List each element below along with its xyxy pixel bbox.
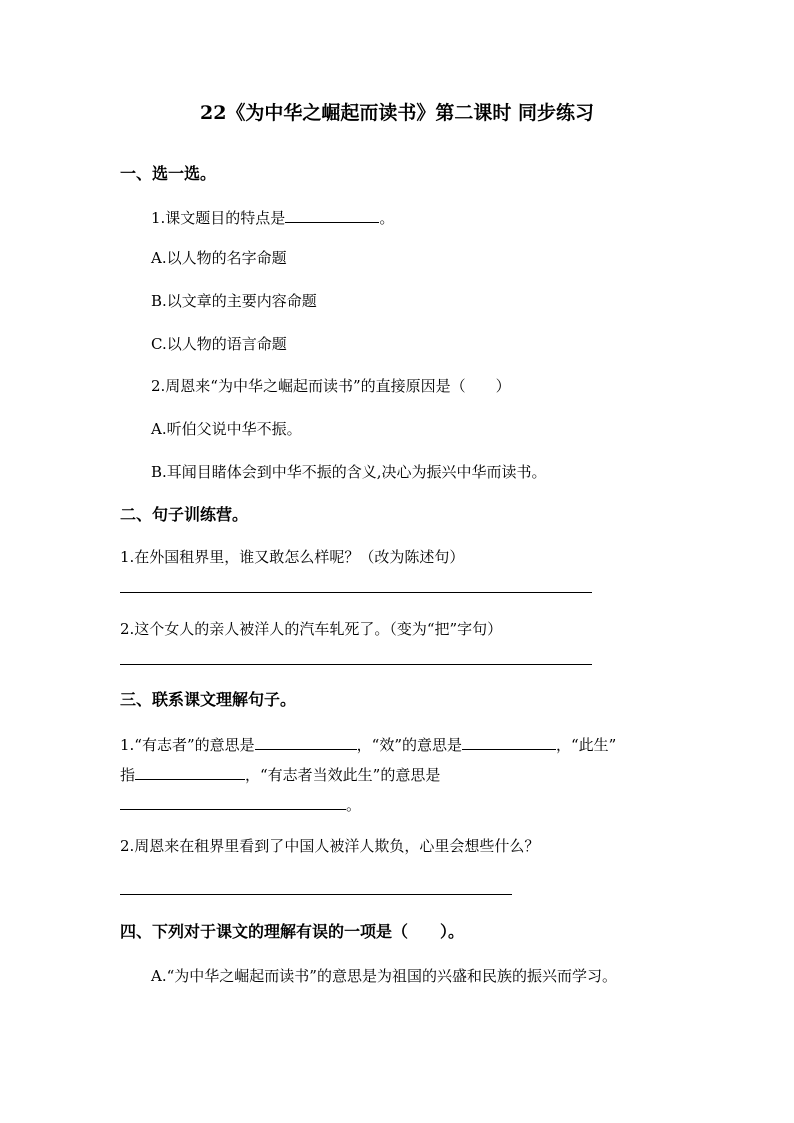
s1-question-1	[151, 207, 394, 228]
section-4-heading: 四、下列对于课文的理解有误的一项是（ ）。	[120, 922, 465, 941]
s1-q2-option-b: B.耳闻目睹体会到中华不振的含义,决心为振兴中华而读书。	[151, 463, 547, 481]
s1-q1-text: 1.课文题目的特点是	[151, 209, 286, 227]
answer-blank[interactable]	[120, 794, 346, 810]
s3-q1-text-a: 1.“有志者”的意思是	[120, 736, 255, 754]
s3-question-1-line-1	[120, 734, 616, 755]
answer-blank[interactable]	[135, 764, 245, 780]
answer-blank[interactable]	[285, 207, 379, 223]
s3-q1-text-b: ，“效”的意思是	[356, 736, 462, 754]
section-2-heading: 二、句子训练营。	[120, 505, 249, 524]
s2-question-1: 1.在外国租界里，谁又敢怎么样呢？（改为陈述句）	[120, 548, 465, 566]
s1-question-2: 2.周恩来“为中华之崛起而读书”的直接原因是（ ）	[151, 377, 511, 395]
s1-q1-option-c: C.以人物的语言命题	[151, 335, 287, 353]
answer-line[interactable]	[120, 664, 592, 665]
s1-q1-option-a: A.以人物的名字命题	[151, 249, 287, 267]
section-1-heading: 一、选一选。	[120, 164, 217, 183]
answer-line[interactable]	[120, 894, 512, 895]
s4-option-a: A.“为中华之崛起而读书”的意思是为祖国的兴盛和民族的振兴而学习。	[151, 967, 617, 985]
s3-q1-text-c: ，“此生”	[556, 736, 617, 754]
s3-q1-text-e: ，“有志者当效此生”的意思是	[245, 766, 441, 784]
s3-question-1-line-2	[120, 764, 440, 785]
answer-line[interactable]	[120, 592, 592, 593]
s3-q1-text-f: 。	[346, 796, 362, 814]
s3-question-2: 2.周恩来在租界里看到了中国人被洋人欺负，心里会想些什么？	[120, 837, 540, 855]
s3-question-1-line-3	[120, 794, 361, 815]
answer-blank[interactable]	[255, 734, 357, 750]
s1-q2-option-a: A.听伯父说中华不振。	[151, 420, 302, 438]
s2-question-2: 2.这个女人的亲人被洋人的汽车轧死了。（变为“把”字句）	[120, 620, 503, 638]
section-3-heading: 三、联系课文理解句子。	[120, 690, 297, 709]
s1-q1-end: 。	[379, 209, 395, 227]
page-title: 22《为中华之崛起而读书》第二课时 同步练习	[199, 102, 595, 124]
answer-blank[interactable]	[462, 734, 556, 750]
s1-q1-option-b: B.以文章的主要内容命题	[151, 292, 317, 310]
s3-q1-text-d: 指	[120, 766, 136, 784]
